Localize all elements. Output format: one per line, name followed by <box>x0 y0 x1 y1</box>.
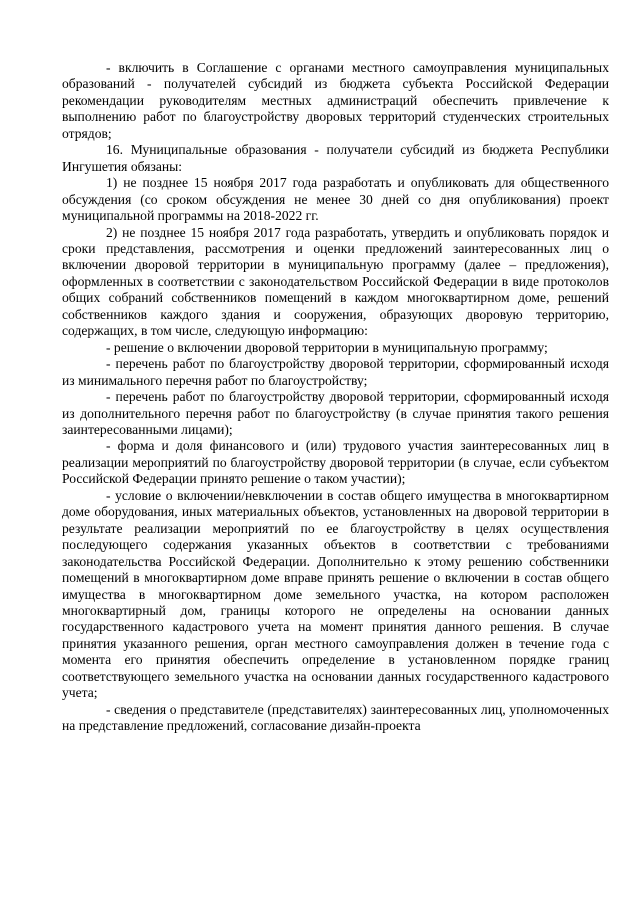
paragraph-subitem-1: 1) не позднее 15 ноября 2017 года разработать и опубликовать для общественного обсуждения (со сроком обсуждения не менее 30 дней со дня опубликования) проект муниципальной программы на 2018-2022 гг. <box>62 175 609 224</box>
list-item-decision: - решение о включении дворовой территории в муниципальную программу; <box>106 339 548 355</box>
paragraph-item-16: 16. Муниципальные образования - получатели субсидий из бюджета Республики Ингушетия обязаны: <box>62 142 609 174</box>
paragraph-subitem-2: 2) не позднее 15 ноября 2017 года разработать, утвердить и опубликовать порядок и сроки представления, рассмотрения и оценки предложений заинтересованных лиц о включении дворовой территории в муниципальную программу (далее – предложения), оформленных в соответствии с законодательством Российской Федерации в виде протоколов общих собраний собственников помещений в каждом многоквартирном доме, решений собственников каждого здания и сооружения, образующих дворовую территорию, содержащих, в том числе, следующую информацию: <box>62 224 609 339</box>
list-item-minimal-works: - перечень работ по благоустройству дворовой территории, сформированный исходя из минимального перечня работ по благоустройству; <box>62 356 609 388</box>
list-item-additional-works: - перечень работ по благоустройству дворовой территории, сформированный исходя из дополнительного перечня работ по благоустройству (в случае принятия такого решения заинтересованными лицами); <box>62 389 609 437</box>
list-item-participation-form: - форма и доля финансового и (или) трудового участия заинтересованных лиц в реализации мероприятий по благоустройству дворовой территории (в случае, если субъектом Российской Федерации принято решение о таком участии); <box>62 438 609 487</box>
document-page <box>62 60 609 735</box>
list-item-common-property: - условие о включении/невключении в состав общего имущества в многоквартирном доме оборудования, иных материальных объектов, установленных на дворовой территории в результате реализации мероприятий по ее благоустройству в целях осуществления последующего содержания указанных объектов в соответствии с требованиями законодательства Российской Федерации. Дополнительно к этому решению собственники помещений в многоквартирном доме вправе принять решение о включении в состав общего имущества в многоквартирном доме земельного участка, на котором расположен многоквартирный дом, границы которого не определены на основании данных государственного кадастрового учета на момент принятия данного решения. В случае принятия указанного решения, орган местного самоуправления должен в течение года с момента его принятия обеспечить определение в установленном порядке границ соответствующего земельного участка на основании данных государственного кадастрового учета; <box>62 487 609 701</box>
paragraph-students-brigades: - включить в Соглашение с органами местного самоуправления муниципальных образований - получателей субсидий из бюджета субъекта Российской Федерации рекомендации руководителям местных администраций обеспечить привлечение к выполнению работ по благоустройству дворовых территорий студенческих строительных отрядов; <box>62 60 609 141</box>
list-item-representatives: - сведения о представителе (представителях) заинтересованных лиц, уполномоченных на представление предложений, согласование дизайн-проекта <box>62 701 609 734</box>
